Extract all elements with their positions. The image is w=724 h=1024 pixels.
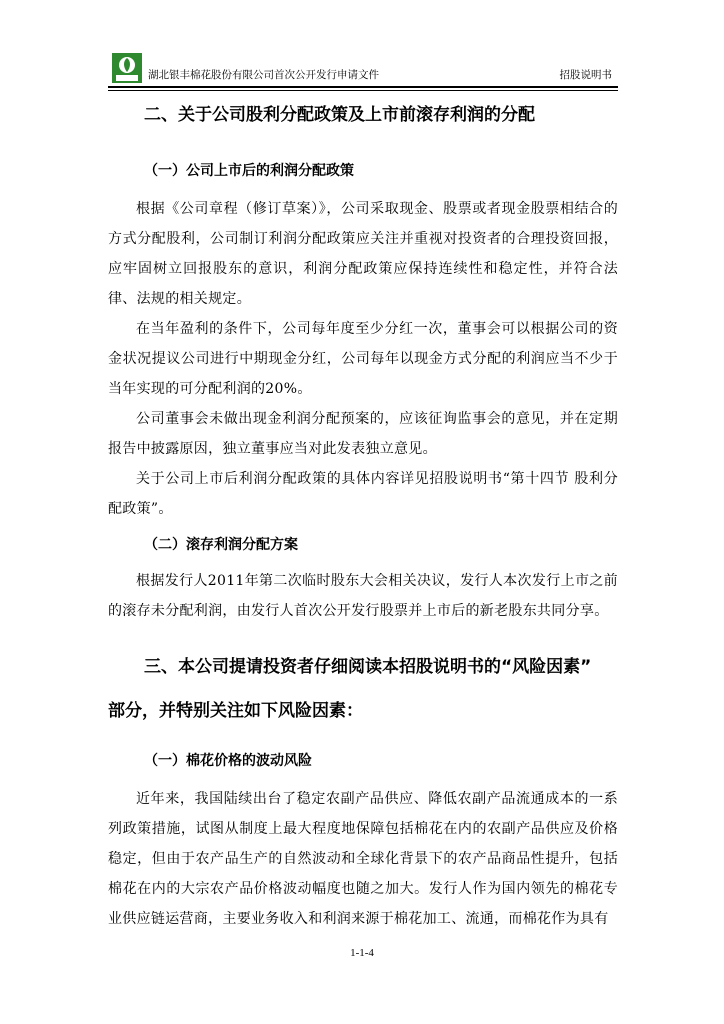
- section-2-1-paragraph-1: 根据《公司章程（修订草案）》，公司采取现金、股票或者现金股票相结合的方式分配股利，公司制订利润分配政策应关注并重视对投资者的合理投资回报，应牢固树立回报股东的意识，利润分配政策应保持连续性和稳定性，并符合法律、法规的相关规定。: [108, 201, 618, 307]
- header-rule-thick: [108, 86, 618, 88]
- section-2-1-paragraph-4: 关于公司上市后利润分配政策的具体内容详见招股说明书“第十四节 股利分配政策”。: [108, 471, 618, 517]
- section-2-1-paragraph-2: 在当年盈利的条件下，公司每年度至少分红一次，董事会可以根据公司的资金状况提议公司进行中期现金分红，公司每年以现金方式分配的利润应当不少于当年实现的可分配利润的20%。: [108, 321, 618, 397]
- section-2-2-heading: （二）滚存利润分配方案: [144, 537, 298, 553]
- header-document-title: 湖北银丰棉花股份有限公司首次公开发行申请文件: [148, 69, 379, 81]
- company-logo-icon: [112, 53, 142, 83]
- page-body: [108, 96, 618, 934]
- section-2-2-paragraph-1: 根据发行人2011年第二次临时股东大会相关决议，发行人本次发行上市之前的滚存未分配利润，由发行人首次公开发行股票并上市后的新老股东共同分享。: [108, 573, 618, 619]
- section-3-1-heading: （一）棉花价格的波动风险: [144, 753, 312, 769]
- page-number: 1-1-4: [350, 947, 374, 959]
- section-3-1-paragraph-1: 近年来，我国陆续出台了稳定农副产品供应、降低农副产品流通成本的一系列政策措施，试图从制度上最大程度地保障包括棉花在内的农副产品供应及价格稳定，但由于农产品生产的自然波动和全球化背景下的农产品商品性提升，包括棉花在内的大宗农产品价格波动幅度也随之加大。发行人作为国内领先的棉花专业供应链运营商，主要业务收入和利润来源于棉花加工、流通，而棉花作为具有: [108, 791, 618, 927]
- header-document-type: 招股说明书: [559, 69, 612, 81]
- section-2-heading: 二、关于公司股利分配政策及上市前滚存利润的分配: [144, 105, 535, 125]
- section-3-heading-line-1: 三、本公司提请投资者仔细阅读本招股说明书的“风险因素”: [144, 657, 592, 677]
- section-2-1-paragraph-3: 公司董事会未做出现金利润分配预案的，应该征询监事会的意见，并在定期报告中披露原因，独立董事应当对此发表独立意见。: [108, 411, 618, 457]
- section-3-heading-line-2: 部分，并特别关注如下风险因素：: [108, 701, 363, 721]
- header-rule-thin: [108, 90, 618, 91]
- section-2-1-heading: （一）公司上市后的利润分配政策: [144, 163, 354, 179]
- page-header: [108, 53, 618, 87]
